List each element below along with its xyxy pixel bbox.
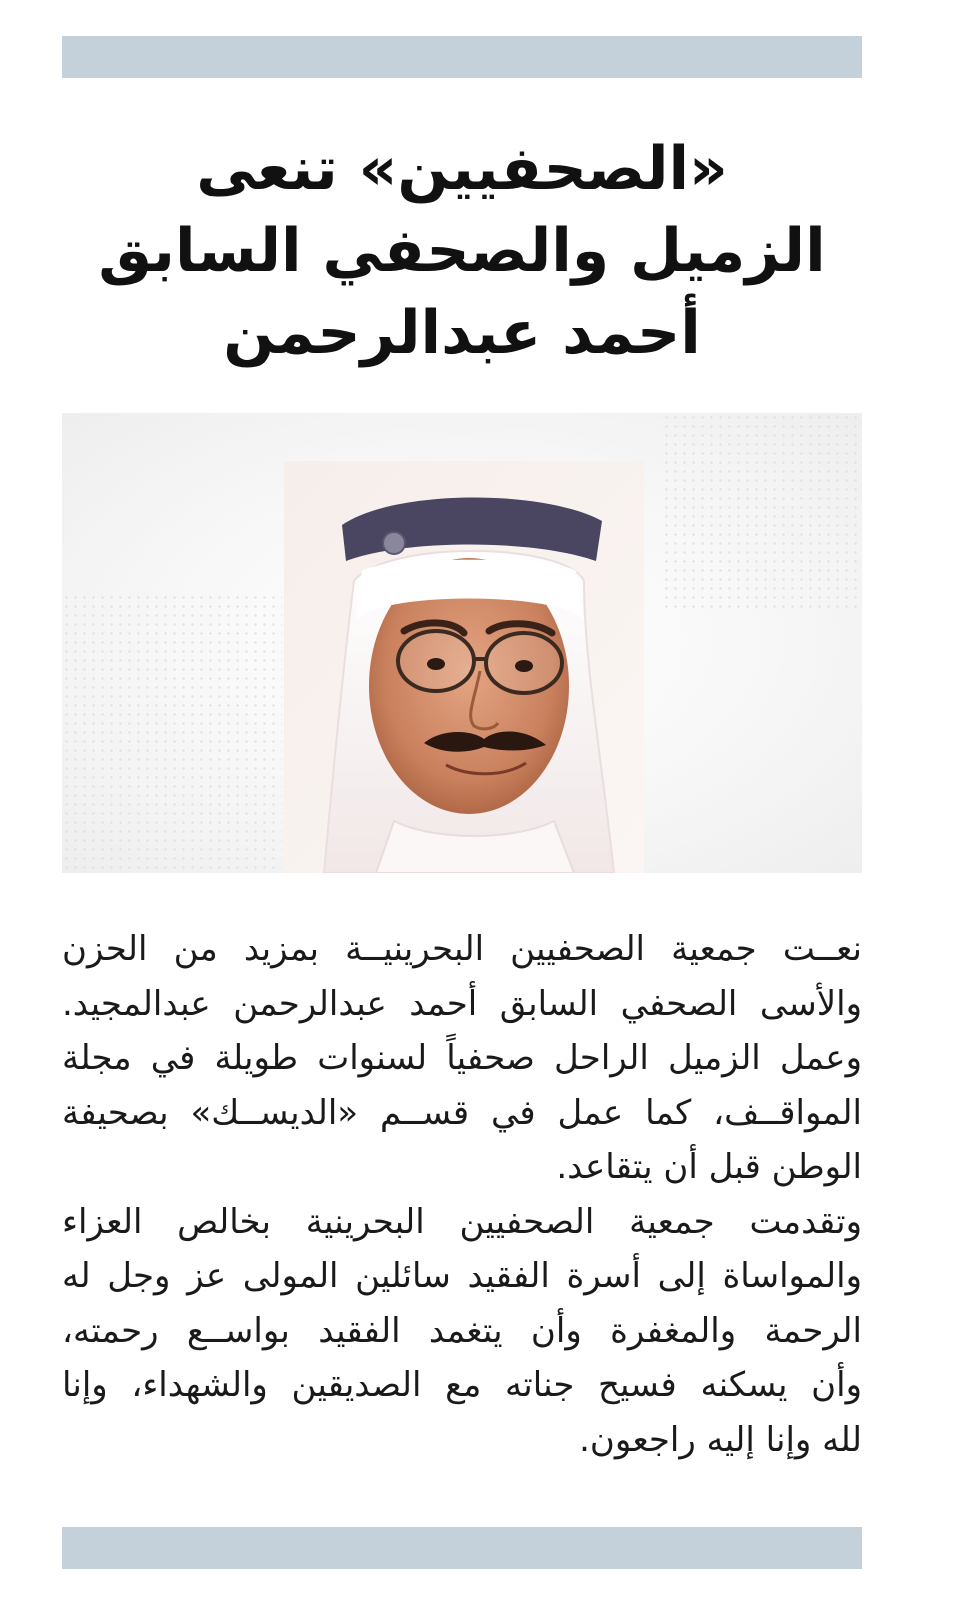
article-body (62, 922, 862, 1467)
article-line: وتقدمت جمعية الصحفيين البحرينية بخالص العزاء (62, 1201, 862, 1242)
article-line: المواقــف، كما عمل في قســم «الديســك» بصحيفة (62, 1092, 862, 1133)
headline-line-1: «الصحفيين» تنعى (196, 134, 728, 204)
photo-panel (62, 413, 862, 873)
portrait-photo (284, 461, 644, 873)
bottom-rule-bar (62, 1527, 862, 1569)
headline-line-3: أحمد عبدالرحمن (223, 298, 701, 368)
halftone-pattern (662, 413, 862, 613)
article-line: نعــت جمعية الصحفيين البحرينيــة بمزيد من الحزن (62, 929, 862, 969)
headline-line-2: الزميل والصحفي السابق (98, 216, 826, 286)
article-line: والأسى الصحفي السابق أحمد عبدالرحمن عبدالمجيد. (62, 983, 862, 1024)
headline (62, 128, 862, 374)
article-line: الوطن قبل أن يتقاعد. (556, 1147, 862, 1187)
halftone-pattern (62, 593, 282, 873)
top-rule-bar (62, 36, 862, 78)
article-line: والمواساة إلى أسرة الفقيد سائلين المولى عز وجل له (62, 1256, 862, 1296)
article-line: لله وإنا إليه راجعون. (579, 1419, 862, 1460)
article-line: وعمل الزميل الراحل صحفياً لسنوات طويلة في مجلة (62, 1038, 862, 1078)
article-line: الرحمة والمغفرة وأن يتغمد الفقيد بواســع رحمته، (62, 1310, 862, 1351)
article-line: وأن يسكنه فسيح جناته مع الصديقين والشهداء، وإنا (62, 1365, 862, 1405)
